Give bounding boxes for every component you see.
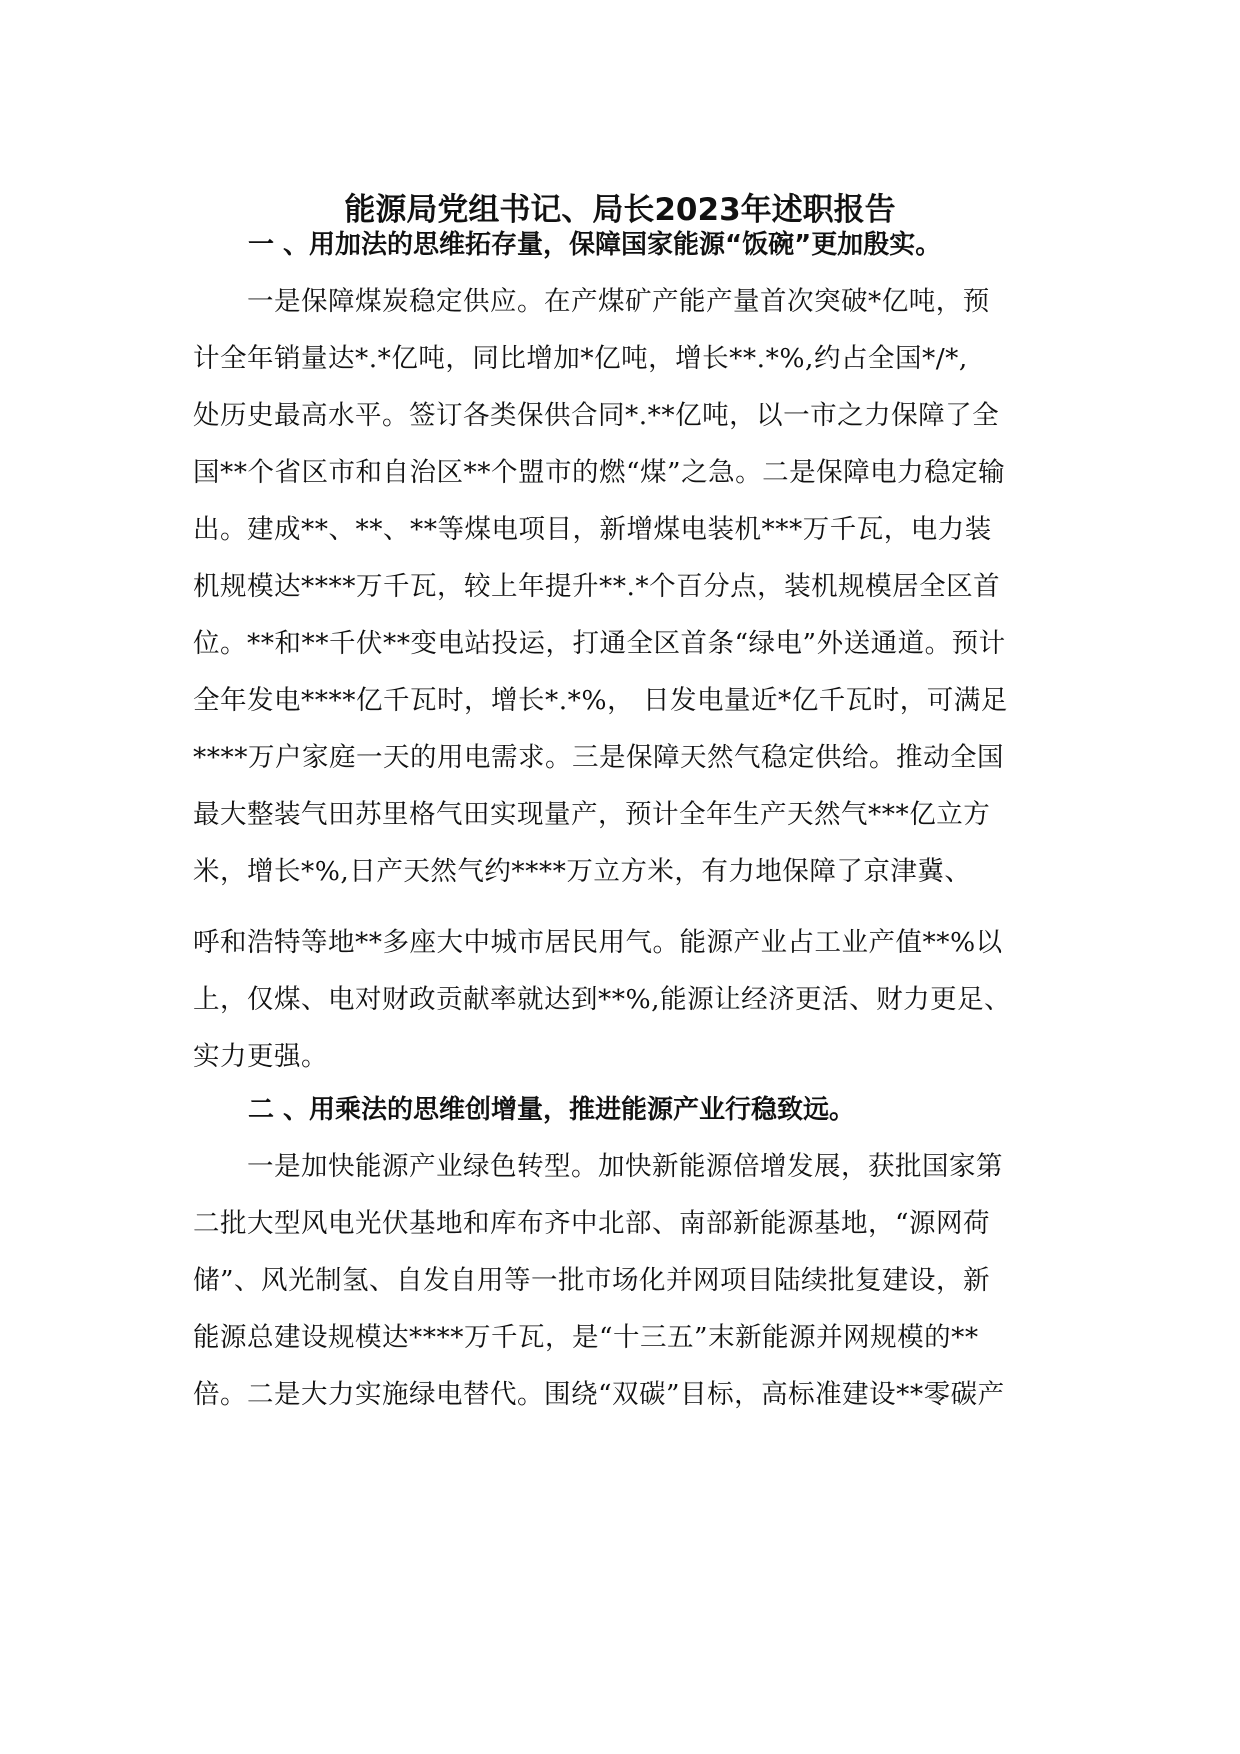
text-line: 呼和浩特等地**多座大中城市居民用气。能源产业占工业产值**%以 — [193, 927, 1003, 958]
text-line: 一是保障煤炭稳定供应。在产煤矿产能产量首次突破*亿吨，预 — [247, 286, 990, 317]
text-line: 计全年销量达*.*亿吨，同比增加*亿吨，增长**.*%,约占全国*/*, — [193, 343, 968, 374]
text-line: 米，增长*%,日产天然气约****万立方米，有力地保障了京津冀、 — [193, 856, 972, 887]
text-line: 实力更强。 — [193, 1041, 328, 1072]
text-line: 出。建成**、**、**等煤电项目，新增煤电装机***万千瓦，电力装 — [193, 514, 992, 545]
text-line: 一是加快能源产业绿色转型。加快新能源倍增发展，获批国家第 — [247, 1151, 1003, 1182]
text-line: 国**个省区市和自治区**个盟市的燃“煤”之急。二是保障电力稳定输 — [193, 457, 1006, 488]
text-line: 最大整装气田苏里格气田实现量产，预计全年生产天然气***亿立方 — [193, 799, 991, 830]
text-line: 全年发电****亿千瓦时，增长*.*%， 日发电量近*亿千瓦时，可满足 — [193, 685, 1008, 716]
document-title: 能源局党组书记、局长2023年述职报告 — [344, 192, 896, 228]
text-line: 上，仅煤、电对财政贡献率就达到**%,能源让经济更活、财力更足、 — [193, 984, 1012, 1015]
text-line: 处历史最高水平。签订各类保供合同*.**亿吨，以一市之力保障了全 — [193, 400, 1000, 431]
section-body-1 — [193, 273, 1068, 1085]
text-line: 二批大型风电光伏基地和库布齐中北部、南部新能源基地，“源网荷 — [193, 1208, 991, 1239]
text-line: 位。**和**千伏**变电站投运，打通全区首条“绿电”外送通道。预计 — [193, 628, 1006, 659]
section-heading-2: 二 、用乘法的思维创增量，推进能源产业行稳致远。 — [248, 1095, 856, 1125]
text-line: 机规模达****万千瓦，较上年提升**.*个百分点，装机规模居全区首 — [193, 571, 1001, 602]
text-line: 倍。二是大力实施绿电替代。围绕“双碳”目标，高标准建设**零碳产 — [193, 1379, 1005, 1410]
section-body-2 — [193, 1138, 1068, 1423]
text-line: 能源总建设规模达****万千瓦，是“十三五”末新能源并网规模的** — [193, 1322, 979, 1353]
section-heading-1: 一 、用加法的思维拓存量，保障国家能源“饭碗”更加殷实。 — [248, 230, 942, 260]
text-line: ****万户家庭一天的用电需求。三是保障天然气稳定供给。推动全国 — [193, 742, 1004, 773]
text-line: 储”、风光制氢、自发自用等一批市场化并网项目陆续批复建设，新 — [193, 1265, 991, 1296]
